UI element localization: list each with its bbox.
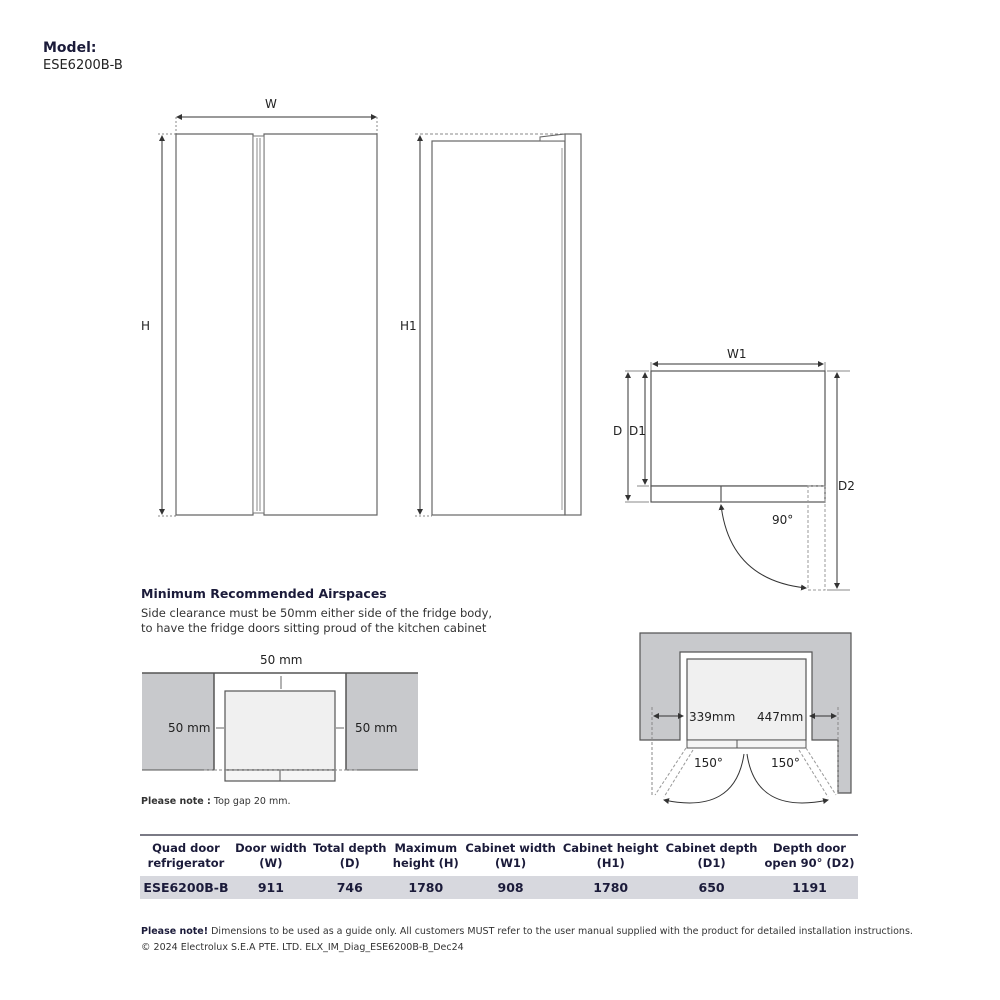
right-clearance-label: 447mm [757, 710, 804, 724]
top-gap-note-bold: Please note : [141, 796, 211, 807]
door-swing-diagram [640, 633, 851, 803]
width-label-w: W [265, 97, 277, 111]
right-gap-label: 50 mm [355, 721, 398, 735]
top-gap-note [141, 796, 290, 807]
header-cabinet-width: Cabinet width (W1) [462, 835, 559, 876]
angle-label-90: 90° [772, 513, 794, 527]
cell-total-depth: 746 [310, 876, 390, 899]
left-clearance-label: 339mm [689, 710, 736, 724]
depth-label-d1: D1 [629, 424, 646, 438]
header-max-height: Maximum height (H) [390, 835, 462, 876]
cell-cabinet-width: 908 [462, 876, 559, 899]
header-depth-door-open: Depth door open 90° (D2) [761, 835, 858, 876]
header-total-depth: Total depth (D) [310, 835, 390, 876]
top-gap-label: 50 mm [260, 653, 303, 667]
height-label-h1: H1 [400, 319, 417, 333]
footer-note-text: Dimensions to be used as a guide only. All customers MUST refer to the user manual supplied with the product for detailed installation instructions. [208, 926, 913, 937]
cell-door-width: 911 [232, 876, 310, 899]
footer-note [141, 924, 913, 940]
right-angle-label: 150° [771, 756, 800, 770]
footer-copyright: © 2024 Electrolux S.E.A PTE. LTD. ELX_IM_Diag_ESE6200B-B_Dec24 [141, 942, 464, 953]
height-label-h: H [141, 319, 151, 333]
width-label-w1: W1 [727, 347, 747, 361]
cell-model: ESE6200B-B [140, 876, 232, 899]
airspaces-description-line1: Side clearance must be 50mm either side of the fridge body, [141, 606, 493, 620]
header-model: Quad door refrigerator [140, 835, 232, 876]
footer [141, 924, 913, 956]
depth-label-d2: D2 [838, 479, 855, 493]
cell-depth-door-open: 1191 [761, 876, 858, 899]
top-view-diagram [613, 347, 855, 590]
model-value: ESE6200B-B [43, 58, 123, 73]
airspaces-title: Minimum Recommended Airspaces [141, 586, 387, 601]
header-door-width: Door width (W) [232, 835, 310, 876]
depth-label-d: D [613, 424, 623, 438]
header-cabinet-height: Cabinet height (H1) [559, 835, 662, 876]
top-gap-note-text: Top gap 20 mm. [210, 796, 291, 807]
cell-cabinet-depth: 650 [662, 876, 761, 899]
cell-cabinet-height: 1780 [559, 876, 662, 899]
table-row [140, 876, 858, 899]
cell-max-height: 1780 [390, 876, 462, 899]
side-view-diagram [400, 134, 581, 516]
front-view-diagram [141, 97, 377, 516]
left-angle-label: 150° [694, 756, 723, 770]
footer-note-bold: Please note! [141, 926, 209, 937]
airspaces-description [141, 606, 492, 636]
spec-table-header-row [140, 835, 858, 876]
spec-table [140, 834, 858, 899]
left-gap-label: 50 mm [168, 721, 211, 735]
airspace-diagram [142, 653, 418, 781]
airspaces-description-line2: to have the fridge doors sitting proud of the kitchen cabinet [141, 621, 487, 635]
model-label: Model: [43, 40, 97, 56]
header-cabinet-depth: Cabinet depth (D1) [662, 835, 761, 876]
